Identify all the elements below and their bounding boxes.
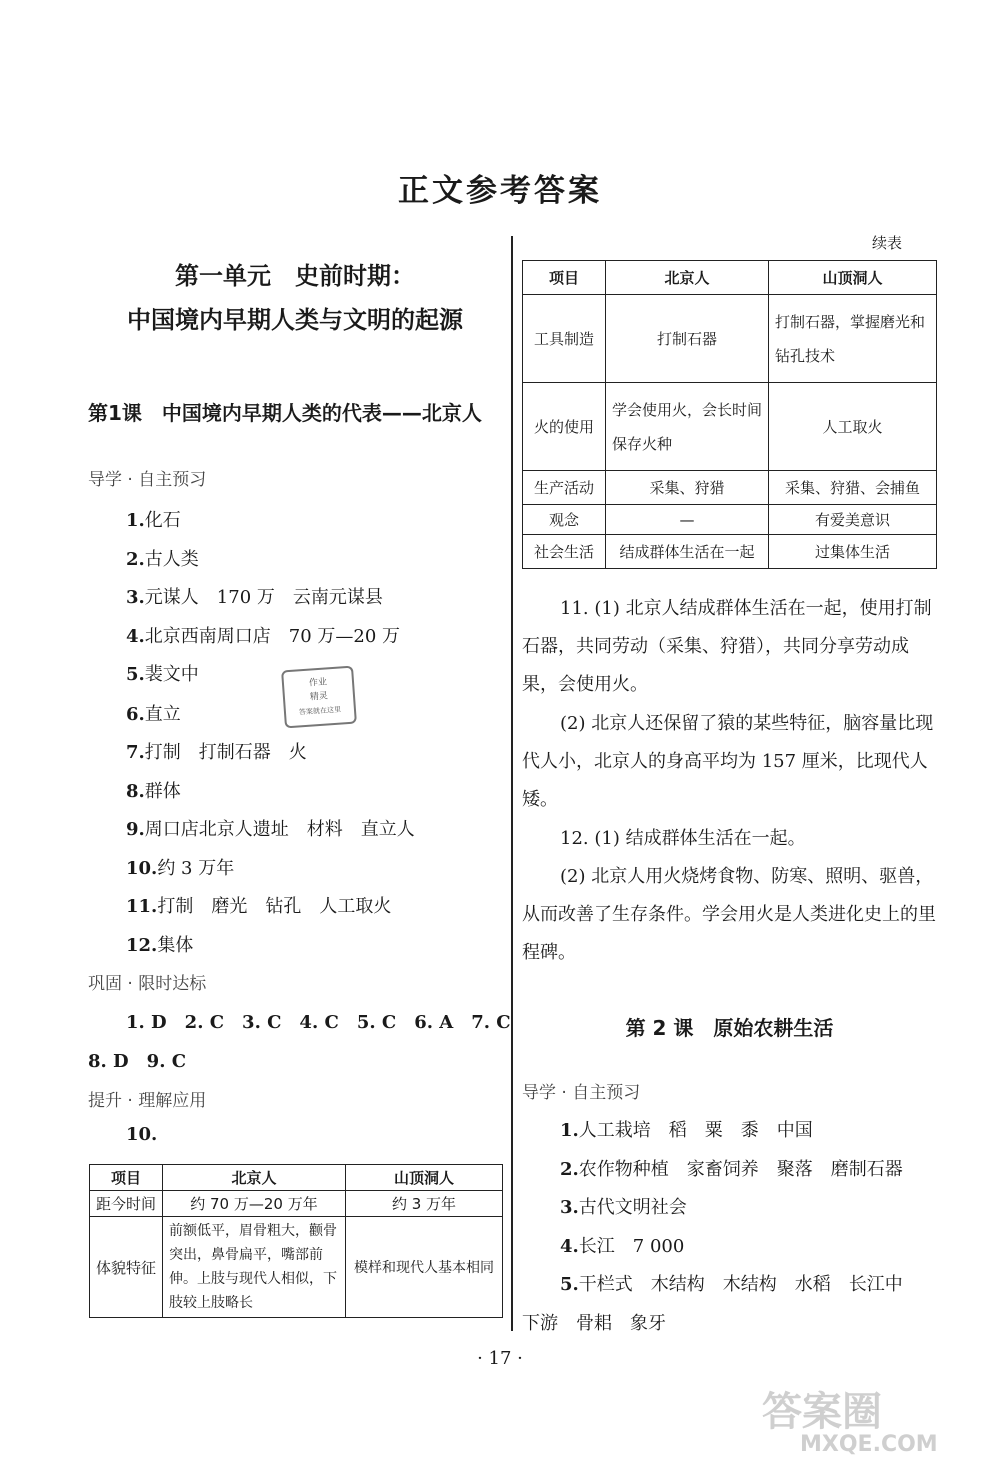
list-item: 8.群体 [126, 781, 181, 802]
list-item: 2.农作物种植 家畜饲养 聚落 磨制石器 [560, 1159, 903, 1180]
table-row: 观念 — 有爱美意识 [523, 505, 937, 535]
table-row: 生产活动 采集、狩猎 采集、狩猎、会捕鱼 [523, 471, 937, 505]
lesson2-section-preview: 导学 · 自主预习 [522, 1083, 641, 1103]
table-header: 北京人 [163, 1165, 346, 1191]
list-item: 4.长江 7 000 [560, 1236, 685, 1257]
watermark-logo: 答案圈 [762, 1389, 882, 1435]
list-item: 6.直立 [126, 704, 181, 725]
table-header: 项目 [523, 261, 606, 295]
lesson1-section-consolidate: 巩固 · 限时达标 [88, 974, 207, 994]
list-item: 4.北京西南周口店 70 万—20 万 [126, 626, 401, 647]
table-continued-label: 续表 [872, 234, 903, 252]
page-number: · 17 · [477, 1348, 523, 1369]
list-item: 7.打制 打制石器 火 [126, 742, 307, 763]
stamp-logo: 作业 精灵 答案就在这里 [281, 666, 357, 729]
table-header: 北京人 [606, 261, 769, 295]
column-divider [511, 236, 513, 1331]
mc-answers-line2: 8. D 9. C [88, 1051, 187, 1072]
lesson1-section-preview: 导学 · 自主预习 [88, 470, 207, 490]
question-10-label: 10. [126, 1124, 158, 1145]
list-item: 3.元谋人 170 万 云南元谋县 [126, 587, 383, 608]
unit-title-line1: 第一单元 史前时期： [175, 262, 415, 290]
lesson1-section-apply: 提升 · 理解应用 [88, 1091, 207, 1111]
table-header: 山顶洞人 [346, 1165, 503, 1191]
answer-11-part2: (2) 北京人还保留了猿的某些特征，脑容量比现代人小，北京人的身高平均为 157 厘米，比现代人矮。 [522, 713, 934, 810]
answer-12-part2: (2) 北京人用火烧烤食物、防寒、照明、驱兽，从而改善了生存条件。学会用火是人类进化史上的里程碑。 [522, 866, 936, 963]
watermark-url: MXQE.COM [800, 1432, 938, 1457]
list-item: 12.集体 [126, 935, 194, 956]
lesson2-title: 第 2 课 原始农耕生活 [625, 1016, 834, 1040]
table-row: 工具制造 打制石器 打制石器，掌握磨光和钻孔技术 [523, 295, 937, 383]
table-row: 距今时间 约 70 万—20 万年 约 3 万年 [90, 1191, 503, 1217]
list-item: 9.周口店北京人遗址 材料 直立人 [126, 819, 415, 840]
list-item: 3.古代文明社会 [560, 1197, 687, 1218]
unit-title-line2: 中国境内早期人类与文明的起源 [127, 306, 463, 334]
list-item: 10.约 3 万年 [126, 858, 235, 879]
list-item: 1.化石 [126, 510, 181, 531]
list-item: 2.古人类 [126, 549, 199, 570]
list-item: 5.干栏式 木结构 木结构 水稻 长江中 [560, 1274, 903, 1295]
page-title: 正文参考答案 [398, 173, 602, 209]
table-row: 体貌特征 前额低平，眉骨粗大，颧骨突出，鼻骨扁平，嘴部前伸。上肢与现代人相似，下肢较上肢略长 模样和现代人基本相同 [90, 1217, 503, 1318]
table-row: 火的使用 学会使用火，会长时间保存火种 人工取火 [523, 383, 937, 471]
list-item: 11.打制 磨光 钻孔 人工取火 [126, 896, 392, 917]
mc-answers-line1: 1. D 2. C 3. C 4. C 5. C 6. A 7. C [126, 1012, 511, 1033]
list-item: 1.人工栽培 稻 粟 黍 中国 [560, 1120, 813, 1141]
table-header: 山顶洞人 [769, 261, 937, 295]
list-item: 5.裴文中 [126, 664, 199, 685]
answer-table-10 [89, 1164, 503, 1318]
table-row: 社会生活 结成群体生活在一起 过集体生活 [523, 535, 937, 569]
answer-11-part1: 11. (1) 北京人结成群体生活在一起，使用打制石器，共同劳动（采集、狩猎），共同分享劳动成果，会使用火。 [522, 598, 932, 695]
list-item-continuation: 下游 骨耜 象牙 [522, 1313, 666, 1334]
lesson1-title: 第1课 中国境内早期人类的代表——北京人 [88, 401, 482, 425]
answer-12-part1: 12. (1) 结成群体生活在一起。 [560, 828, 806, 849]
table-header: 项目 [90, 1165, 163, 1191]
answer-table-continued [522, 260, 937, 569]
